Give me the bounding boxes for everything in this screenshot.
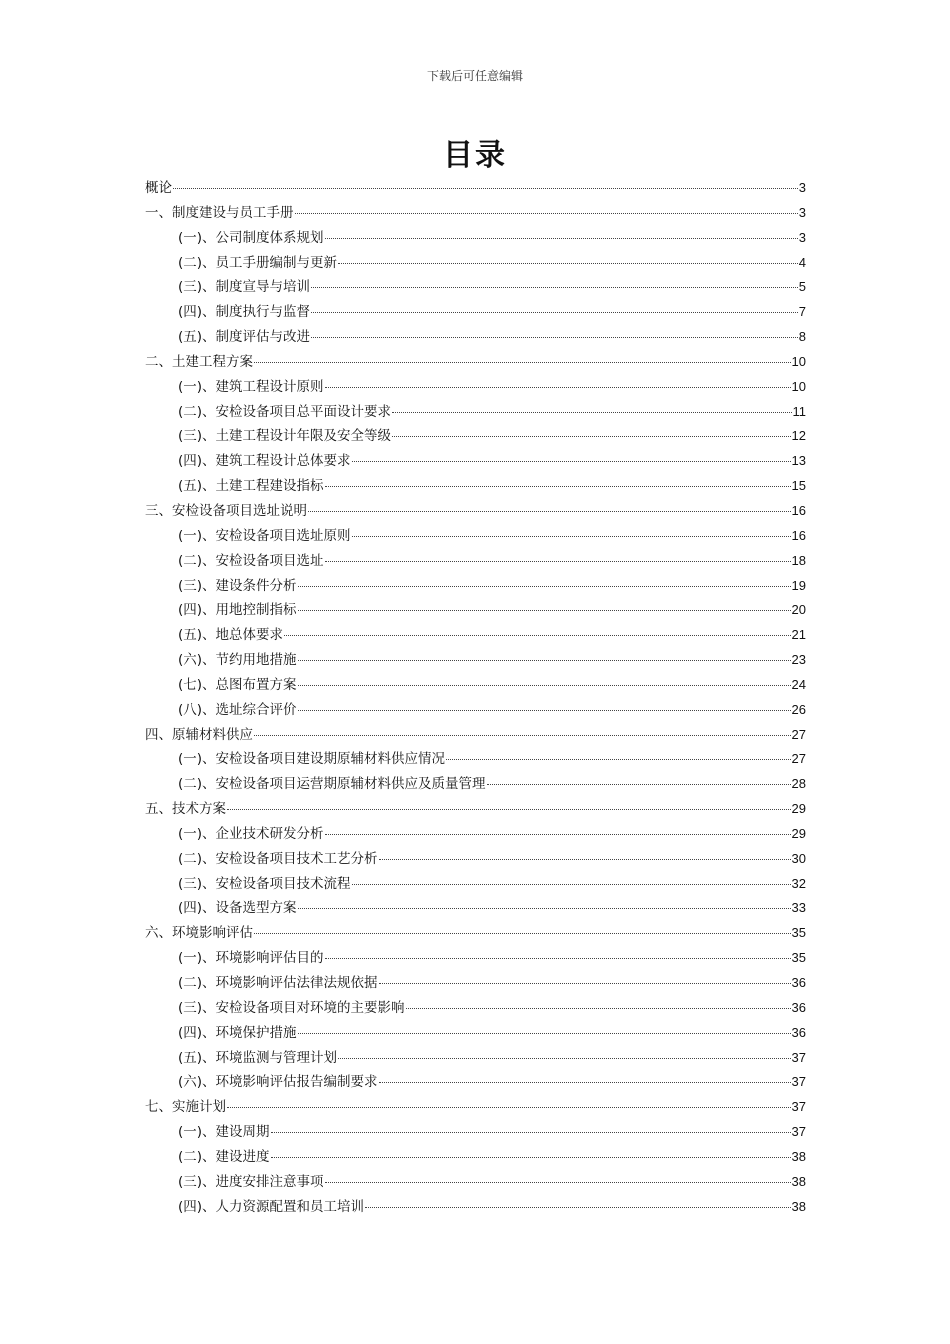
toc-dot-leader	[298, 908, 791, 909]
toc-entry[interactable]	[145, 847, 806, 872]
toc-entry-text: (一)、环境影响评估目的	[178, 950, 324, 967]
toc-entry-page: 37	[791, 1099, 806, 1115]
toc-entry[interactable]	[145, 176, 806, 201]
toc-entry[interactable]	[145, 201, 806, 226]
toc-dot-leader	[284, 635, 790, 636]
toc-entry-page: 21	[791, 627, 806, 643]
toc-dot-leader	[325, 1182, 791, 1183]
toc-dot-leader	[311, 337, 798, 338]
toc-entry-text: (二)、安检设备项目总平面设计要求	[178, 403, 392, 420]
toc-entry-page: 10	[791, 378, 806, 394]
toc-entry[interactable]	[145, 946, 806, 971]
toc-dot-leader	[379, 983, 791, 984]
toc-entry-text: (一)、建筑工程设计原则	[178, 378, 324, 395]
toc-entry-page: 26	[791, 701, 806, 717]
toc-entry[interactable]	[145, 350, 806, 375]
toc-entry[interactable]	[145, 574, 806, 599]
toc-entry[interactable]	[145, 996, 806, 1021]
toc-dot-leader	[254, 362, 791, 363]
toc-dot-leader	[352, 536, 791, 537]
toc-entry[interactable]	[145, 623, 806, 648]
toc-dot-leader	[298, 610, 791, 611]
toc-entry-page: 23	[791, 652, 806, 668]
toc-entry-page: 5	[798, 279, 806, 295]
toc-entry[interactable]	[145, 226, 806, 251]
toc-entry-text: (一)、建设周期	[178, 1124, 270, 1141]
toc-entry-text: (二)、环境影响评估法律法规依据	[178, 975, 378, 991]
toc-entry[interactable]	[145, 772, 806, 797]
toc-entry[interactable]	[145, 549, 806, 574]
toc-entry-page: 24	[791, 676, 806, 692]
toc-entry-page: 15	[791, 478, 806, 494]
toc-entry-page: 36	[791, 975, 806, 990]
toc-entry-text: (三)、安检设备项目对环境的主要影响	[178, 999, 405, 1016]
toc-entry-page: 38	[791, 1173, 806, 1189]
toc-entry[interactable]	[145, 921, 806, 946]
toc-entry[interactable]	[145, 673, 806, 698]
toc-entry-page: 8	[798, 329, 806, 345]
toc-dot-leader	[379, 859, 791, 860]
toc-entry-page: 27	[791, 751, 806, 767]
toc-entry-text: (五)、地总体要求	[178, 627, 284, 644]
toc-entry-page: 29	[791, 801, 806, 817]
toc-entry-text: (三)、安检设备项目技术流程	[178, 875, 351, 892]
toc-dot-leader	[325, 238, 798, 239]
toc-entry[interactable]	[145, 275, 806, 300]
toc-dot-leader	[406, 1008, 791, 1009]
toc-entry-text: (四)、用地控制指标	[178, 602, 297, 619]
toc-entry-page: 38	[791, 1148, 806, 1164]
toc-entry-text: 四、原辅材料供应	[145, 726, 253, 743]
toc-entry-page: 28	[791, 776, 806, 792]
toc-dot-leader	[392, 436, 790, 437]
toc-dot-leader	[325, 387, 791, 388]
toc-entry-text: (一)、安检设备项目选址原则	[178, 527, 351, 544]
toc-entry[interactable]	[145, 598, 806, 623]
toc-entry-text: 三、安检设备项目选址说明	[145, 502, 307, 519]
toc-entry-text: (一)、企业技术研发分析	[178, 825, 324, 842]
toc-entry-text: (五)、环境监测与管理计划	[178, 1049, 338, 1066]
toc-entry-page: 29	[791, 825, 806, 841]
toc-entry-page: 12	[791, 428, 806, 444]
toc-entry-page: 27	[791, 726, 806, 742]
toc-entry[interactable]	[145, 474, 806, 499]
toc-entry[interactable]	[145, 300, 806, 325]
toc-entry-text: (三)、制度宣导与培训	[178, 279, 311, 296]
toc-entry-page: 37	[791, 1049, 806, 1065]
toc-dot-leader	[298, 660, 791, 661]
toc-entry[interactable]	[145, 400, 806, 425]
toc-entry-text: (五)、制度评估与改进	[178, 329, 311, 346]
toc-entry-page: 33	[791, 900, 806, 916]
toc-entry[interactable]	[145, 1070, 806, 1095]
toc-entry[interactable]	[145, 325, 806, 350]
toc-dot-leader	[352, 461, 791, 462]
toc-entry-text: (四)、环境保护措施	[178, 1024, 297, 1041]
toc-entry-page: 13	[791, 453, 806, 469]
toc-entry-text: (六)、节约用地措施	[178, 652, 297, 669]
toc-entry-text: (二)、员工手册编制与更新	[178, 254, 338, 271]
toc-entry[interactable]	[145, 1120, 806, 1145]
toc-entry-page: 35	[791, 950, 806, 966]
toc-dot-leader	[298, 685, 791, 686]
toc-entry-text: (五)、土建工程建设指标	[178, 478, 324, 495]
toc-entry-text: 五、技术方案	[145, 801, 226, 818]
toc-entry-page: 37	[791, 1124, 806, 1140]
toc-dot-leader	[298, 586, 791, 587]
toc-dot-leader	[325, 834, 791, 835]
toc-dot-leader	[173, 188, 798, 189]
toc-entry-page: 10	[791, 353, 806, 369]
toc-entry[interactable]	[145, 524, 806, 549]
toc-entry[interactable]	[145, 1021, 806, 1046]
toc-dot-leader	[487, 784, 791, 785]
toc-dot-leader	[271, 1132, 791, 1133]
toc-dot-leader	[338, 263, 798, 264]
toc-title: 目录	[443, 138, 507, 173]
toc-entry[interactable]	[145, 424, 806, 449]
toc-entry-text: (二)、安检设备项目选址	[178, 552, 324, 569]
toc-entry[interactable]	[145, 872, 806, 897]
toc-entry-text: (三)、进度安排注意事项	[178, 1173, 324, 1190]
table-of-contents	[145, 176, 806, 1219]
toc-entry-text: (三)、土建工程设计年限及安全等级	[178, 428, 392, 445]
toc-entry[interactable]	[145, 449, 806, 474]
toc-entry-text: (六)、环境影响评估报告编制要求	[178, 1074, 378, 1091]
toc-entry[interactable]	[145, 648, 806, 673]
toc-entry-text: 一、制度建设与员工手册	[145, 204, 294, 221]
toc-entry-page: 38	[791, 1198, 806, 1214]
toc-dot-leader	[325, 486, 791, 487]
toc-entry-page: 3	[798, 229, 806, 245]
toc-entry-page: 3	[798, 204, 806, 220]
toc-entry-text: 七、实施计划	[145, 1099, 226, 1116]
toc-entry[interactable]	[145, 723, 806, 748]
toc-entry-page: 36	[791, 999, 806, 1015]
toc-entry-page: 36	[791, 1024, 806, 1040]
toc-dot-leader	[254, 735, 791, 736]
toc-dot-leader	[311, 312, 798, 313]
toc-dot-leader	[392, 412, 791, 413]
toc-entry-page: 18	[791, 552, 806, 568]
toc-entry-page: 35	[791, 925, 806, 941]
toc-entry[interactable]	[145, 822, 806, 847]
toc-entry-page: 20	[791, 602, 806, 618]
toc-entry-page: 19	[791, 577, 806, 593]
toc-entry-text: (四)、设备选型方案	[178, 900, 297, 917]
toc-dot-leader	[295, 213, 798, 214]
toc-dot-leader	[365, 1207, 790, 1208]
toc-entry-page: 11	[792, 403, 806, 419]
toc-entry[interactable]	[145, 971, 806, 996]
toc-dot-leader	[298, 1033, 791, 1034]
toc-dot-leader	[308, 511, 791, 512]
toc-entry-text: (七)、总图布置方案	[178, 676, 297, 693]
toc-entry[interactable]	[145, 1046, 806, 1071]
toc-dot-leader	[325, 958, 791, 959]
toc-dot-leader	[352, 884, 791, 885]
toc-entry-page: 16	[791, 527, 806, 543]
toc-entry[interactable]	[145, 747, 806, 772]
toc-entry[interactable]	[145, 698, 806, 723]
toc-entry-text: (三)、建设条件分析	[178, 577, 297, 594]
toc-entry-text: (四)、制度执行与监督	[178, 304, 311, 321]
toc-entry[interactable]	[145, 251, 806, 276]
toc-entry[interactable]	[145, 1195, 806, 1220]
toc-entry-text: 六、环境影响评估	[145, 925, 253, 942]
toc-entry-page: 3	[798, 180, 806, 195]
toc-dot-leader	[298, 710, 791, 711]
toc-entry-text: (一)、安检设备项目建设期原辅材料供应情况	[178, 751, 446, 768]
toc-entry-page: 37	[791, 1074, 806, 1090]
toc-entry-text: 二、土建工程方案	[145, 353, 253, 370]
toc-entry-page: 4	[798, 254, 806, 270]
toc-entry[interactable]	[145, 1145, 806, 1170]
toc-entry[interactable]	[145, 797, 806, 822]
toc-entry-page: 16	[791, 502, 806, 518]
toc-entry-text: (二)、安检设备项目技术工艺分析	[178, 850, 378, 867]
toc-dot-leader	[325, 561, 791, 562]
toc-entry-text: (八)、选址综合评价	[178, 701, 297, 718]
toc-entry-page: 32	[791, 875, 806, 891]
toc-dot-leader	[311, 287, 798, 288]
header-note: 下载后可任意编辑	[426, 69, 523, 83]
toc-dot-leader	[271, 1157, 791, 1158]
toc-dot-leader	[254, 933, 791, 934]
toc-entry-text: (二)、建设进度	[178, 1148, 270, 1165]
toc-dot-leader	[446, 759, 790, 760]
toc-dot-leader	[379, 1082, 791, 1083]
toc-entry-text: 概论	[145, 180, 172, 196]
toc-entry-page: 7	[798, 304, 806, 320]
toc-entry-page: 30	[791, 850, 806, 866]
toc-entry[interactable]	[145, 499, 806, 524]
toc-entry-text: (一)、公司制度体系规划	[178, 229, 324, 246]
toc-entry-text: (四)、人力资源配置和员工培训	[178, 1198, 365, 1215]
toc-dot-leader	[227, 809, 791, 810]
toc-entry[interactable]	[145, 375, 806, 400]
toc-dot-leader	[227, 1107, 791, 1108]
toc-entry[interactable]	[145, 896, 806, 921]
toc-entry-text: (二)、安检设备项目运营期原辅材料供应及质量管理	[178, 776, 486, 793]
toc-entry[interactable]	[145, 1095, 806, 1120]
toc-entry[interactable]	[145, 1170, 806, 1195]
toc-entry-text: (四)、建筑工程设计总体要求	[178, 453, 351, 470]
toc-dot-leader	[338, 1058, 790, 1059]
